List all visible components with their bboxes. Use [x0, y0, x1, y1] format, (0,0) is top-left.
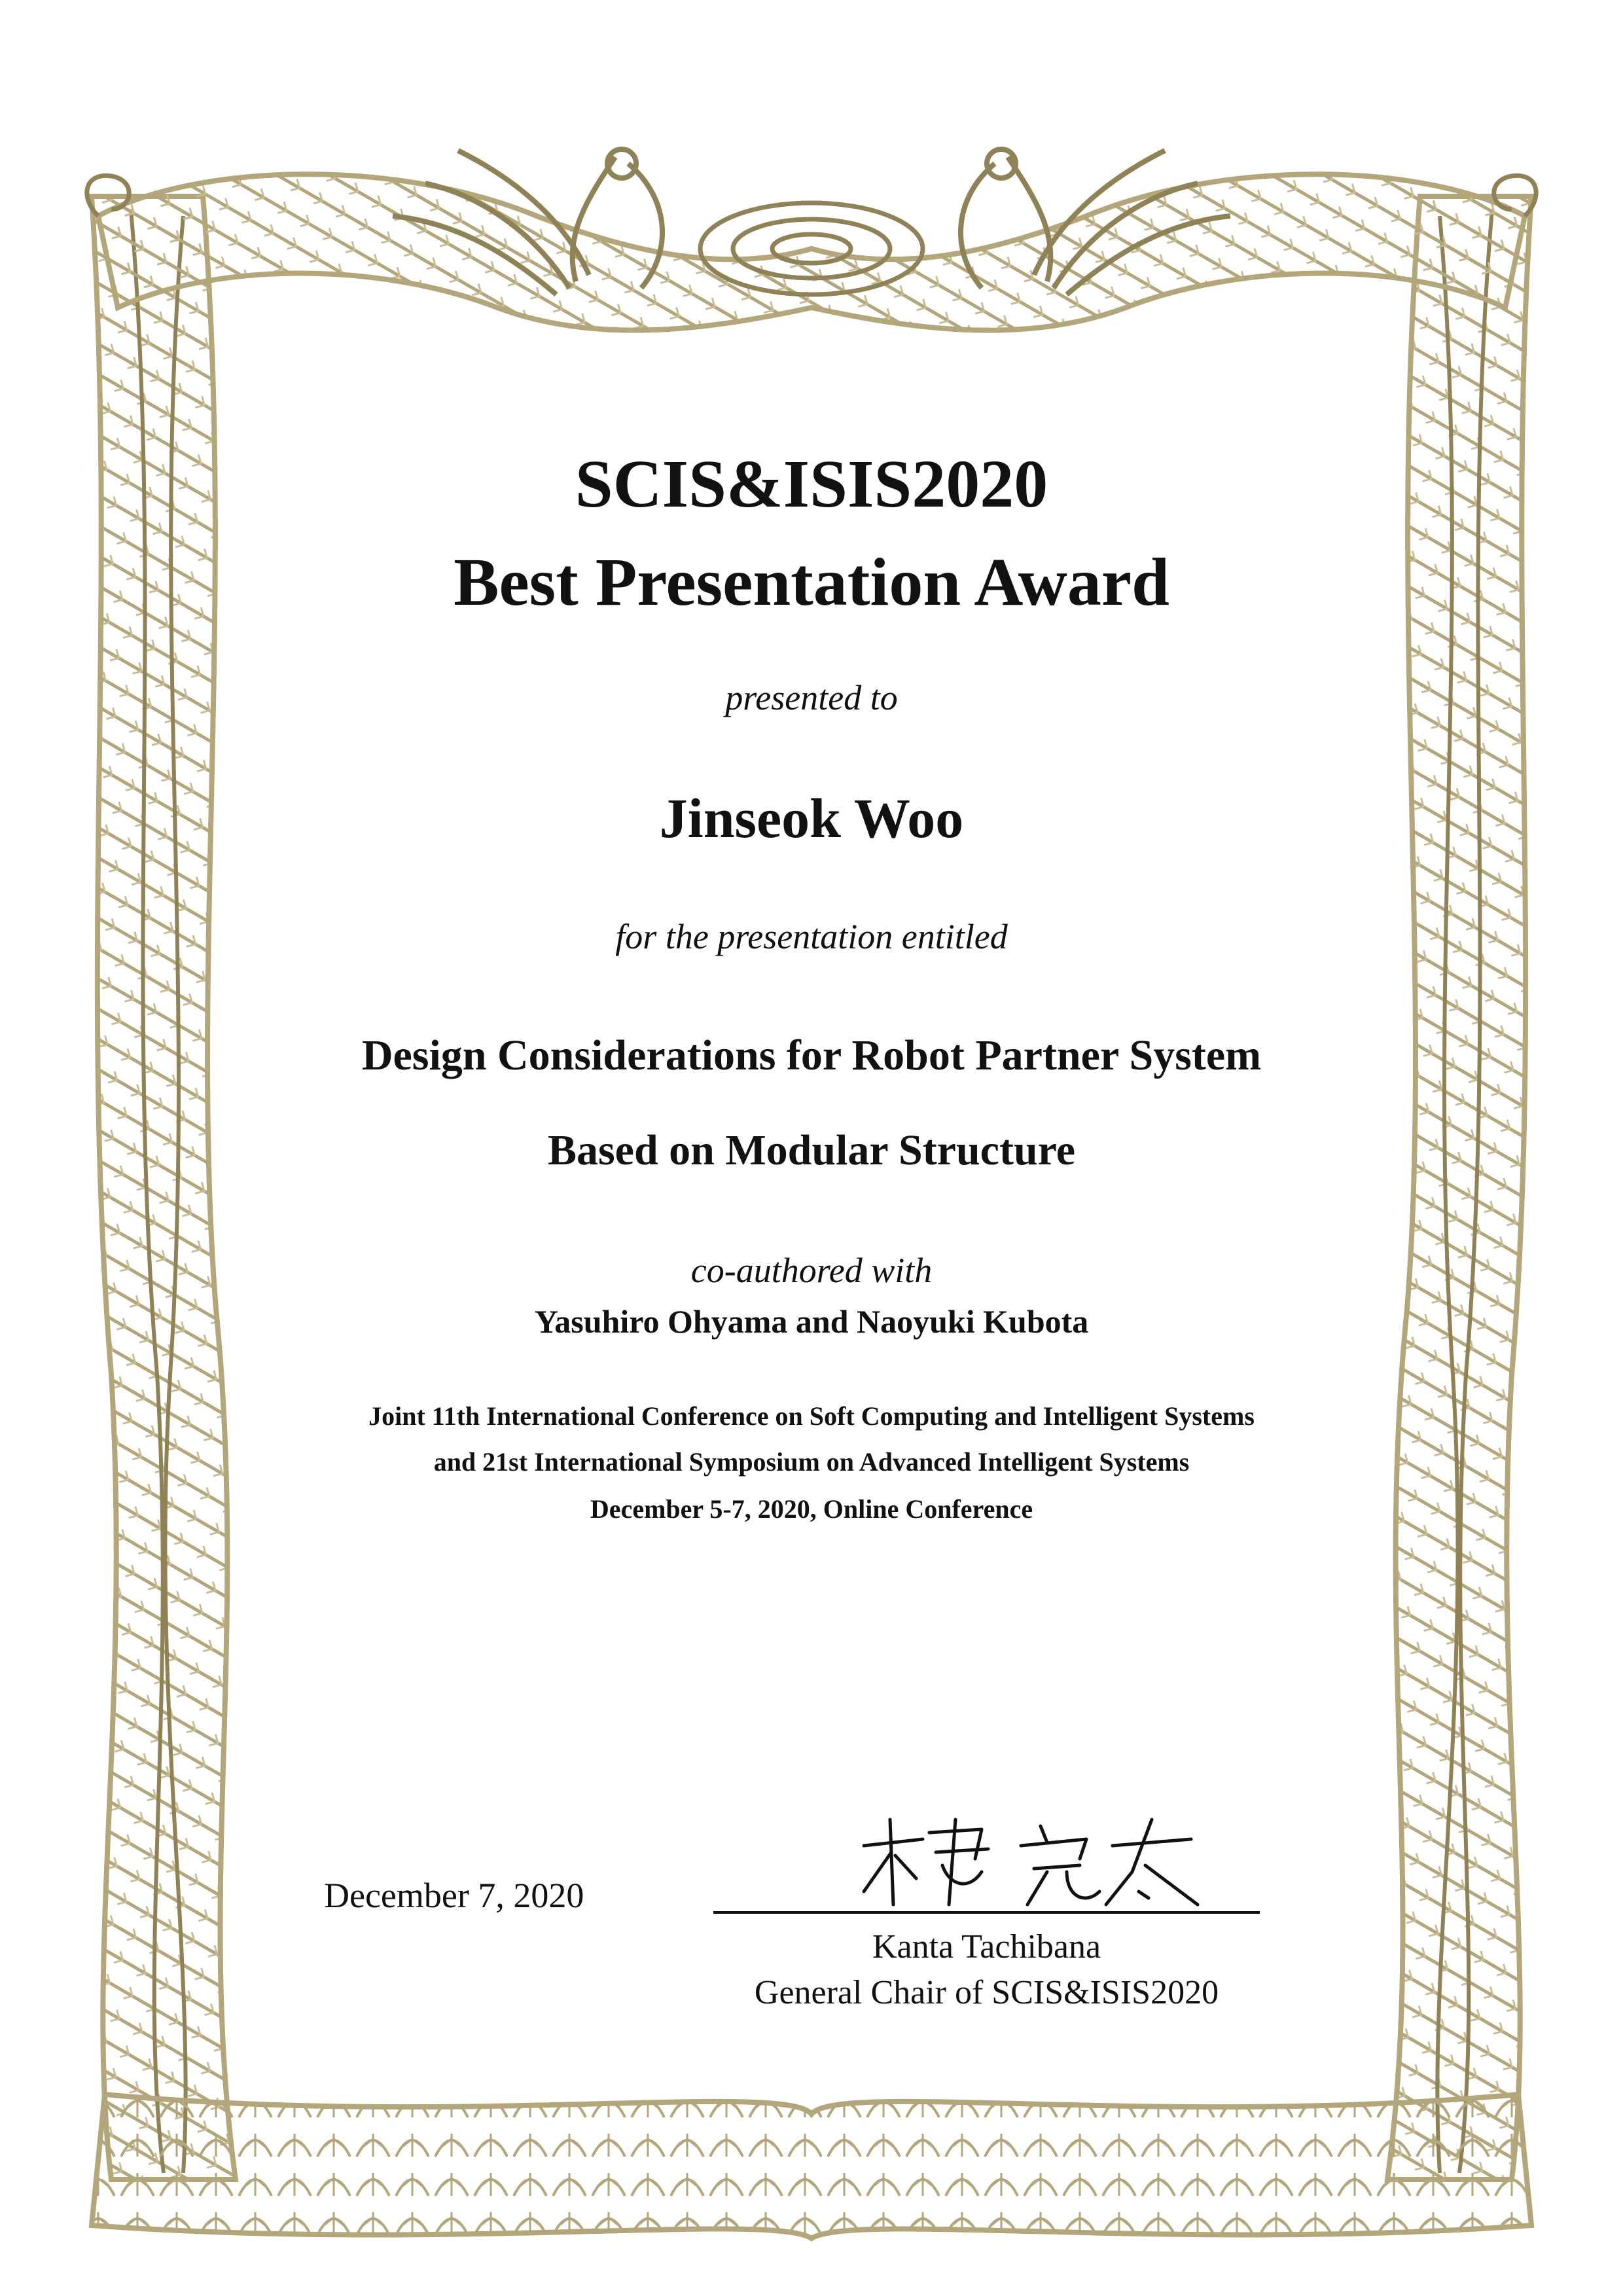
issue-date: December 7, 2020 — [324, 1876, 584, 1915]
conference-line1: Joint 11th International Conference on Soft Computing and Intelligent Systems — [368, 1401, 1255, 1431]
award-event-title: SCIS&ISIS2020 — [575, 446, 1048, 522]
coauthored-phrase: co-authored with — [690, 1251, 933, 1290]
entitled-phrase: for the presentation entitled — [615, 917, 1008, 956]
presented-to-phrase: presented to — [725, 678, 898, 717]
award-name: Best Presentation Award — [454, 545, 1169, 620]
presentation-title-line1: Design Considerations for Robot Partner System — [361, 1031, 1262, 1079]
conference-line3: December 5-7, 2020, Online Conference — [590, 1494, 1033, 1524]
handwritten-signature-icon — [851, 1806, 1204, 1911]
signature-line — [713, 1911, 1260, 1914]
signer-title: General Chair of SCIS&ISIS2020 — [754, 1974, 1219, 2011]
recipient-name: Jinseok Woo — [659, 787, 964, 850]
presentation-title-line2: Based on Modular Structure — [547, 1126, 1076, 1174]
conference-line2: and 21st International Symposium on Advanced Intelligent Systems — [433, 1447, 1190, 1477]
signer-name: Kanta Tachibana — [872, 1928, 1101, 1965]
coauthors: Yasuhiro Ohyama and Naoyuki Kubota — [534, 1303, 1089, 1340]
